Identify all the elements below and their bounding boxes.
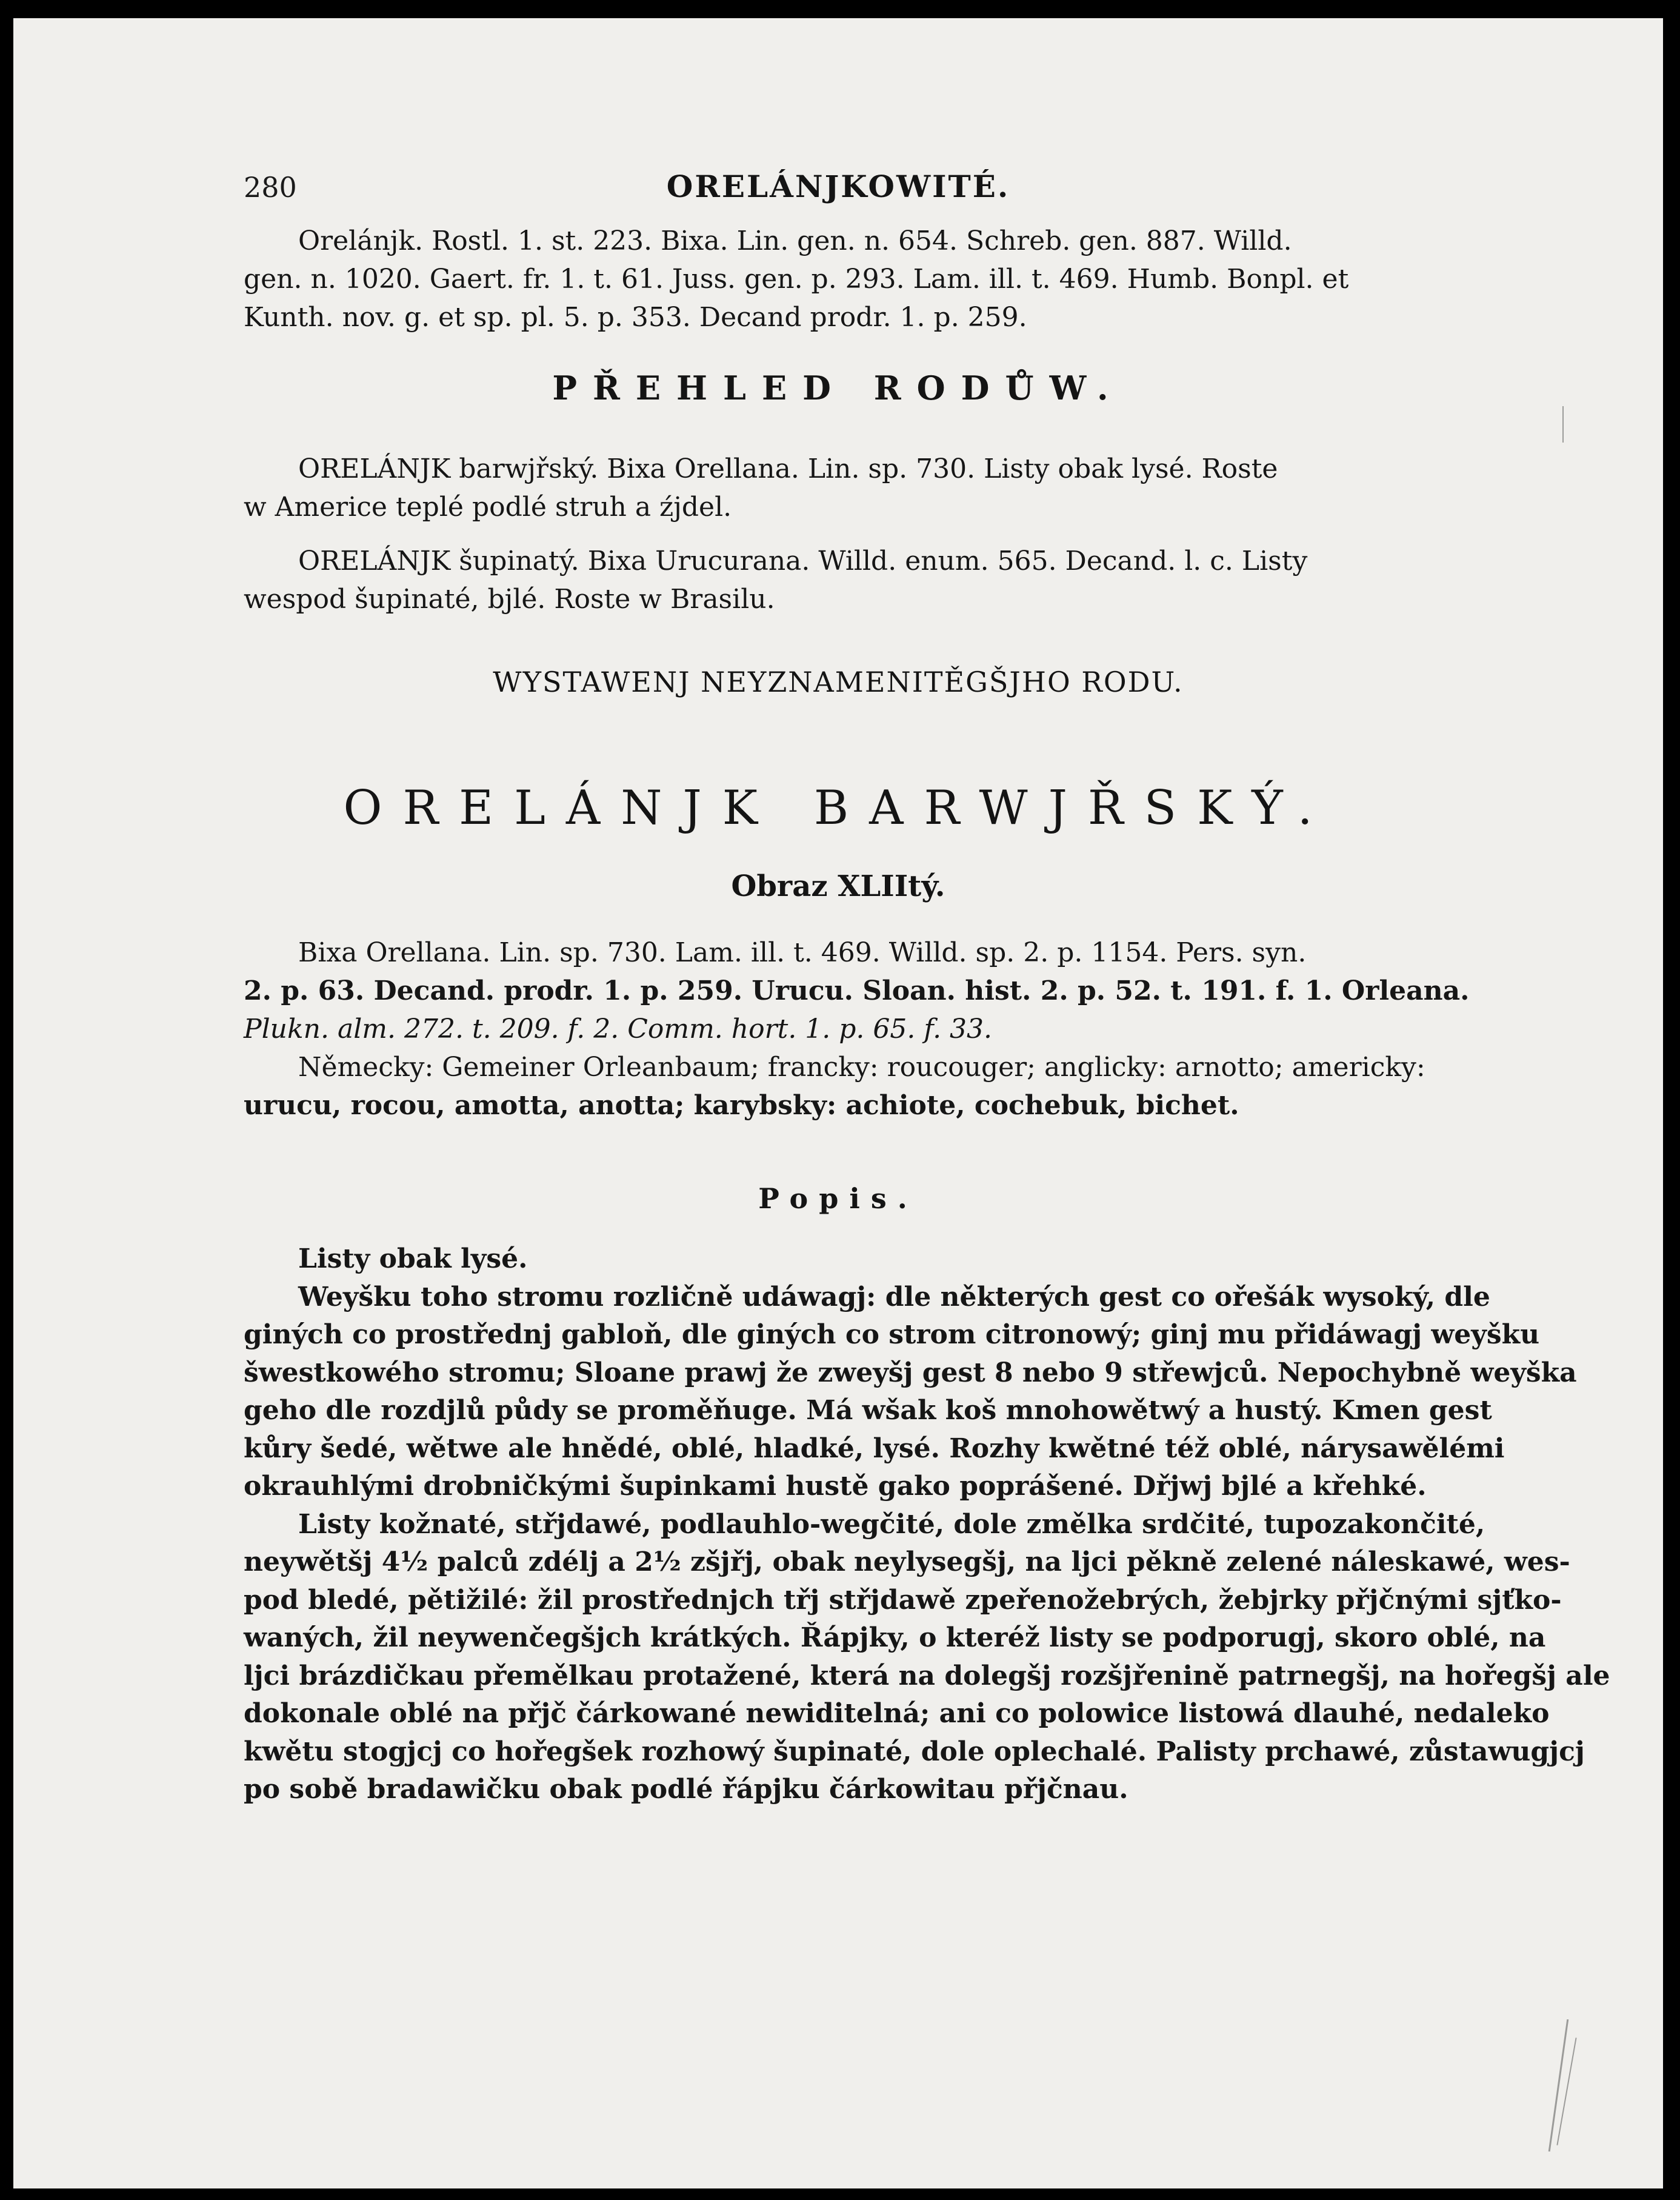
overview-heading: PŘEHLED RODŮW. [552, 369, 1124, 407]
paper-scratch [1562, 406, 1564, 443]
description-heading: Popis. [758, 1182, 918, 1215]
text-line: 2. p. 63. Decand. prodr. 1. p. 259. Urucu. Sloan. hist. 2. p. 52. t. 191. f. 1. Orleana. [244, 975, 1470, 1006]
text-line: Německy: Gemeiner Orleanbaum; francky: roucouger; anglicky: arnotto; americky: [298, 1052, 1425, 1083]
text-line: waných, žil neywenčegšjch krátkých. Řápjky, o kteréž listy se podporugj, skoro oblé, na [244, 1622, 1546, 1653]
species-entry-1 [244, 450, 1522, 526]
text-line: Weyšku toho stromu rozličně udáwagj: dle některých gest co ořešák wysoký, dle [298, 1281, 1490, 1312]
text-line: po sobě bradawičku obak podlé řápjku čárkowitau přjčnau. [244, 1774, 1128, 1805]
text-line: ljci brázdičkau přemělkau protažené, která na dolegšj rozšjřenině patrnegšj, na hořegšj ale [244, 1660, 1610, 1691]
text-line: pod bledé, pětižilé: žil prostřednjch třj střjdawě zpeřenožebrých, žebjrky přjčnými sjťko- [244, 1584, 1562, 1616]
text-line: šwestkowého stromu; Sloane prawj že zweyšj gest 8 nebo 9 střewjců. Nepochybně weyška [244, 1357, 1577, 1388]
text-line: Listy kožnaté, střjdawé, podlauhlo-wegčité, dole změlka srdčité, tupozakončité, [298, 1508, 1485, 1540]
genus-references [244, 222, 1522, 336]
text-line: Listy obak lysé. [298, 1243, 528, 1274]
text-line: giných co prostřednj gabloň, dle giných co strom citronowý; ginj mu přidáwagj weyšku [244, 1319, 1540, 1350]
text-line: Orelánjk. Rostl. 1. st. 223. Bixa. Lin. gen. n. 654. Schreb. gen. 887. Willd. [298, 226, 1292, 256]
text-line: wespod šupinaté, bjlé. Roste w Brasilu. [244, 584, 775, 615]
paper-scratch [1556, 2038, 1576, 2145]
text-line: urucu, rocou, amotta, anotta; karybsky: achiote, cochebuk, bichet. [244, 1090, 1239, 1121]
text-line: kwětu stogjcj co hořegšek rozhowý šupinaté, dole oplechalé. Palisty prchawé, zůstawugjcj [244, 1736, 1585, 1767]
plate-reference: Obraz XLIItý. [731, 869, 945, 903]
species-entry-2 [244, 542, 1522, 618]
text-line: gen. n. 1020. Gaert. fr. 1. t. 61. Juss. gen. p. 293. Lam. ill. t. 469. Humb. Bonpl. et [244, 264, 1349, 295]
synonyms-block [244, 934, 1522, 1125]
text-line: w Americe teplé podlé struh a źjdel. [244, 492, 732, 523]
exposition-heading: WYSTAWENJ NEYZNAMENITĚGŠJHO RODU. [493, 666, 1184, 698]
text-line: neywětšj 4½ palců zdélj a 2½ zšjřj, obak neylysegšj, na ljci pěkně zelené náleskawé, wes- [244, 1546, 1570, 1577]
description-text [244, 1240, 1610, 1809]
text-line: ORELÁNJK barwjřský. Bixa Orellana. Lin. sp. 730. Listy obak lysé. Roste [298, 453, 1278, 484]
page-number: 280 [244, 171, 297, 204]
text-line: kůry šedé, wětwe ale hnědé, oblé, hladké, lysé. Rozhy kwětné též oblé, nárysawělémi [244, 1433, 1505, 1464]
species-title: ORELÁNJK BARWJŘSKÝ. [343, 781, 1333, 835]
running-title: ORELÁNJKOWITÉ. [666, 169, 1010, 204]
text-line: Kunth. nov. g. et sp. pl. 5. p. 353. Decand prodr. 1. p. 259. [244, 302, 1027, 333]
book-page [13, 18, 1663, 2188]
text-line: Bixa Orellana. Lin. sp. 730. Lam. ill. t. 469. Willd. sp. 2. p. 1154. Pers. syn. [298, 937, 1307, 968]
running-header [13, 162, 1663, 211]
text-line: ORELÁNJK šupinatý. Bixa Urucurana. Willd. enum. 565. Decand. l. c. Listy [298, 546, 1308, 577]
text-line: okrauhlými drobničkými šupinkami hustě gako poprášené. Dřjwj bjlé a křehké. [244, 1471, 1427, 1502]
text-line: geho dle rozdjlů půdy se proměňuge. Má wšak koš mnohowětwý a hustý. Kmen gest [244, 1395, 1492, 1426]
text-line: Plukn. alm. 272. t. 209. f. 2. Comm. hort. 1. p. 65. f. 33. [244, 1014, 993, 1045]
text-line: dokonale oblé na přjč čárkowané newiditelná; ani co polowice listowá dlauhé, nedaleko [244, 1698, 1550, 1729]
